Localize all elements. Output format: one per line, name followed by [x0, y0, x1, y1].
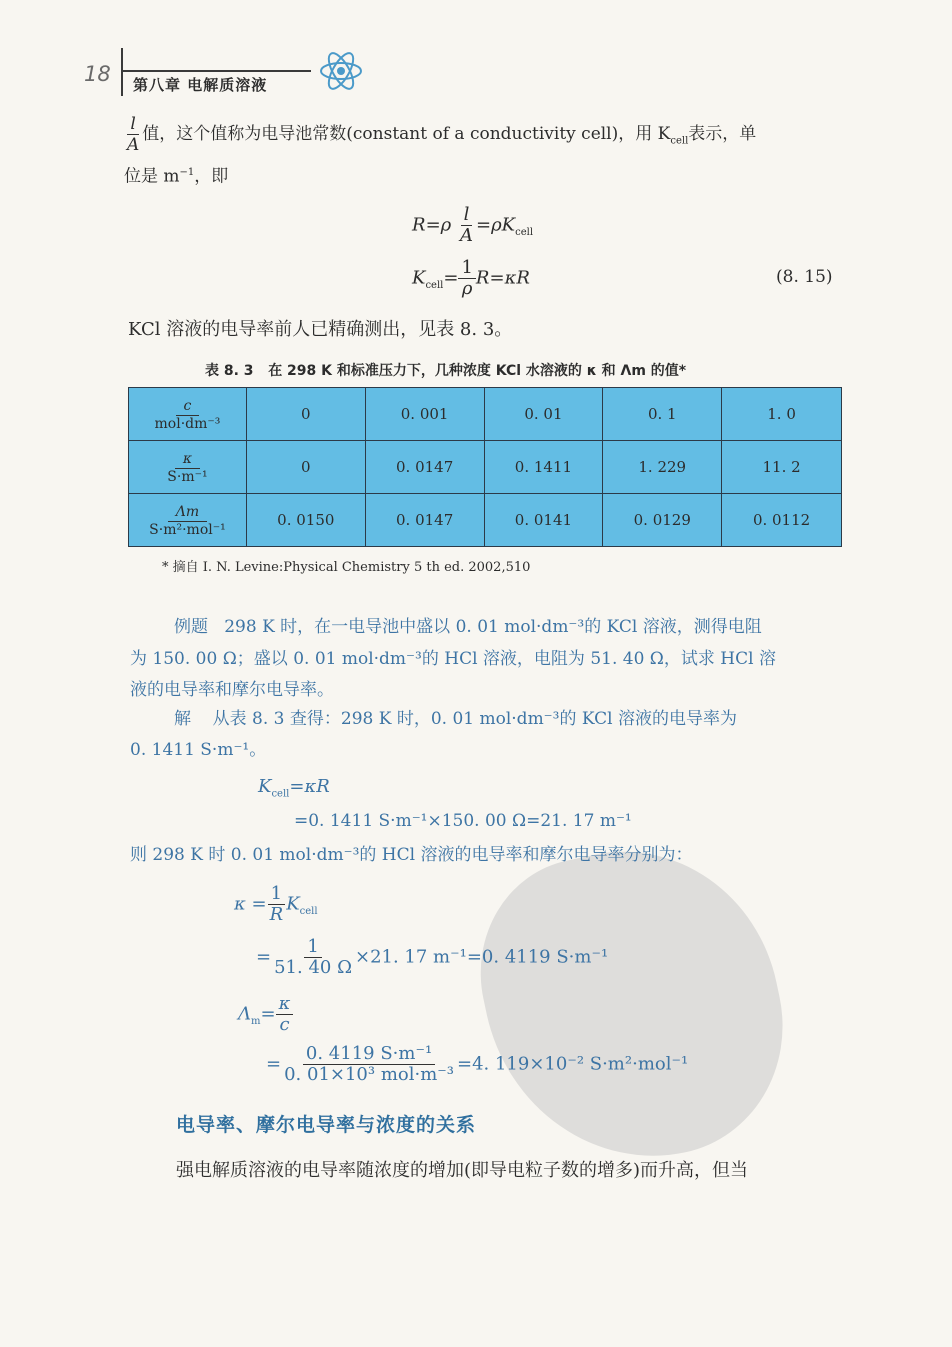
equation-lambda-value: = $\frac{\text{0. 4119 S·m⁻¹}}{\text{0. 01×10³ mol·m⁻³}}$ =4. 119×10⁻² S·m²·mol⁻¹ — [266, 1043, 689, 1085]
page-number: 18 — [84, 62, 111, 86]
table-cell: 0. 0112 — [722, 494, 842, 547]
table-cell: 0. 01 — [484, 388, 603, 441]
table-cell: 0. 1 — [603, 388, 722, 441]
header-divider-vertical — [121, 48, 123, 96]
table-row: Λm S·m²·mol⁻¹ 0. 0150 0. 0147 0. 0141 0. 0129 0. 0112 — [129, 494, 842, 547]
table-cell: 0 — [246, 441, 365, 494]
intro-paragraph-line2: 位是 $m^{-1}$，即 — [124, 166, 229, 187]
table-cell: 0 — [246, 388, 365, 441]
solution-line1: 解 从表 8. 3 查得：298 K 时，0. 01 mol·dm⁻³的 KCl 溶液的电导率为 — [174, 709, 737, 729]
equation-number: (8. 15) — [776, 267, 833, 287]
table-cell: 0. 0147 — [365, 494, 484, 547]
table-cell: 0. 001 — [365, 388, 484, 441]
intro-paragraph: $\frac{l}{A}$ 值，这个值称为电导池常数(constant of a conductivity cell)，用 $K_{cell}$表示，单 — [124, 114, 854, 156]
table-caption: 表 8. 3 在 298 K 和标准压力下，几种浓度 KCl 水溶液的 κ 和 Λm 的值* — [205, 363, 687, 379]
table-cell: 1. 0 — [722, 388, 842, 441]
table-cell: 0. 0141 — [484, 494, 603, 547]
kcl-data-table — [128, 387, 842, 547]
atom-icon — [318, 48, 364, 94]
table-cell: 0. 0129 — [603, 494, 722, 547]
section-heading: 电导率、摩尔电导率与浓度的关系 — [176, 1114, 477, 1136]
text-before-table: KCl 溶液的电导率前人已精确测出，见表 8. 3。 — [128, 319, 513, 340]
chapter-title: 第八章 电解质溶液 — [133, 76, 268, 94]
watermark-seal — [459, 823, 807, 1187]
equation-kappa-value: = $\frac{1}{51. 40 \Omega}$ ×21. 17 m⁻¹=0. 4119 S·m⁻¹ — [256, 936, 609, 978]
table-cell: 0. 0147 — [365, 441, 484, 494]
equation-resistance: R=ρ $\frac{l}{A}$ $=\rho K_{cell}$ — [412, 204, 534, 246]
solution-line3: 则 298 K 时 0. 01 mol·dm⁻³的 HCl 溶液的电导率和摩尔电导率分别为： — [130, 845, 693, 865]
table-row: c mol·dm⁻³ 0 0. 001 0. 01 0. 1 1. 0 — [129, 388, 842, 441]
equation-kappa-def: κ = $\frac{1}{R}$ $K_{cell}$ — [234, 883, 318, 925]
equation-lambda-def: $\Lambda_m=$ $\frac{\kappa}{c}$ — [238, 994, 293, 1035]
table-row: $\frac{\kappa}{\text{S·m⁻¹}}$ 0 0. 0147 0. 1411 1. 229 11. 2 — [129, 441, 842, 494]
equation-kcell-value: =0. 1411 S·m⁻¹×150. 00 Ω=21. 17 m⁻¹ — [294, 811, 632, 831]
l-over-a-fraction: $\frac{l}{A}$ — [127, 114, 140, 155]
table-cell: 1. 229 — [603, 441, 722, 494]
table-cell: 0. 0150 — [246, 494, 365, 547]
equation-kcell-kappa: $K_{cell}=\kappa R$ — [258, 776, 330, 800]
table-cell: 0. 1411 — [484, 441, 603, 494]
example-line1: 例题 298 K 时，在一电导池中盛以 0. 01 mol·dm⁻³的 KCl 溶液，测得电阻 — [174, 617, 762, 637]
solution-line2: 0. 1411 S·m⁻¹。 — [130, 740, 267, 760]
table-footnote: * 摘自 I. N. Levine:Physical Chemistry 5 th ed. 2002,510 — [162, 560, 531, 575]
equation-cell-constant: $K_{cell}=$ $\frac{1}{\rho}$ R=κR — [412, 257, 530, 299]
example-label: 例题 — [174, 617, 208, 637]
section-text: 强电解质溶液的电导率随浓度的增加(即导电粒子数的增多)而升高，但当 — [176, 1160, 749, 1181]
example-line2: 为 150. 00 Ω；盛以 0. 01 mol·dm⁻³的 HCl 溶液，电阻为 51. 40 Ω，试求 HCl 溶 — [130, 649, 776, 669]
table-cell: 11. 2 — [722, 441, 842, 494]
solution-label: 解 — [174, 709, 191, 729]
header-divider-horizontal — [121, 70, 311, 72]
example-line3: 液的电导率和摩尔电导率。 — [130, 680, 334, 700]
